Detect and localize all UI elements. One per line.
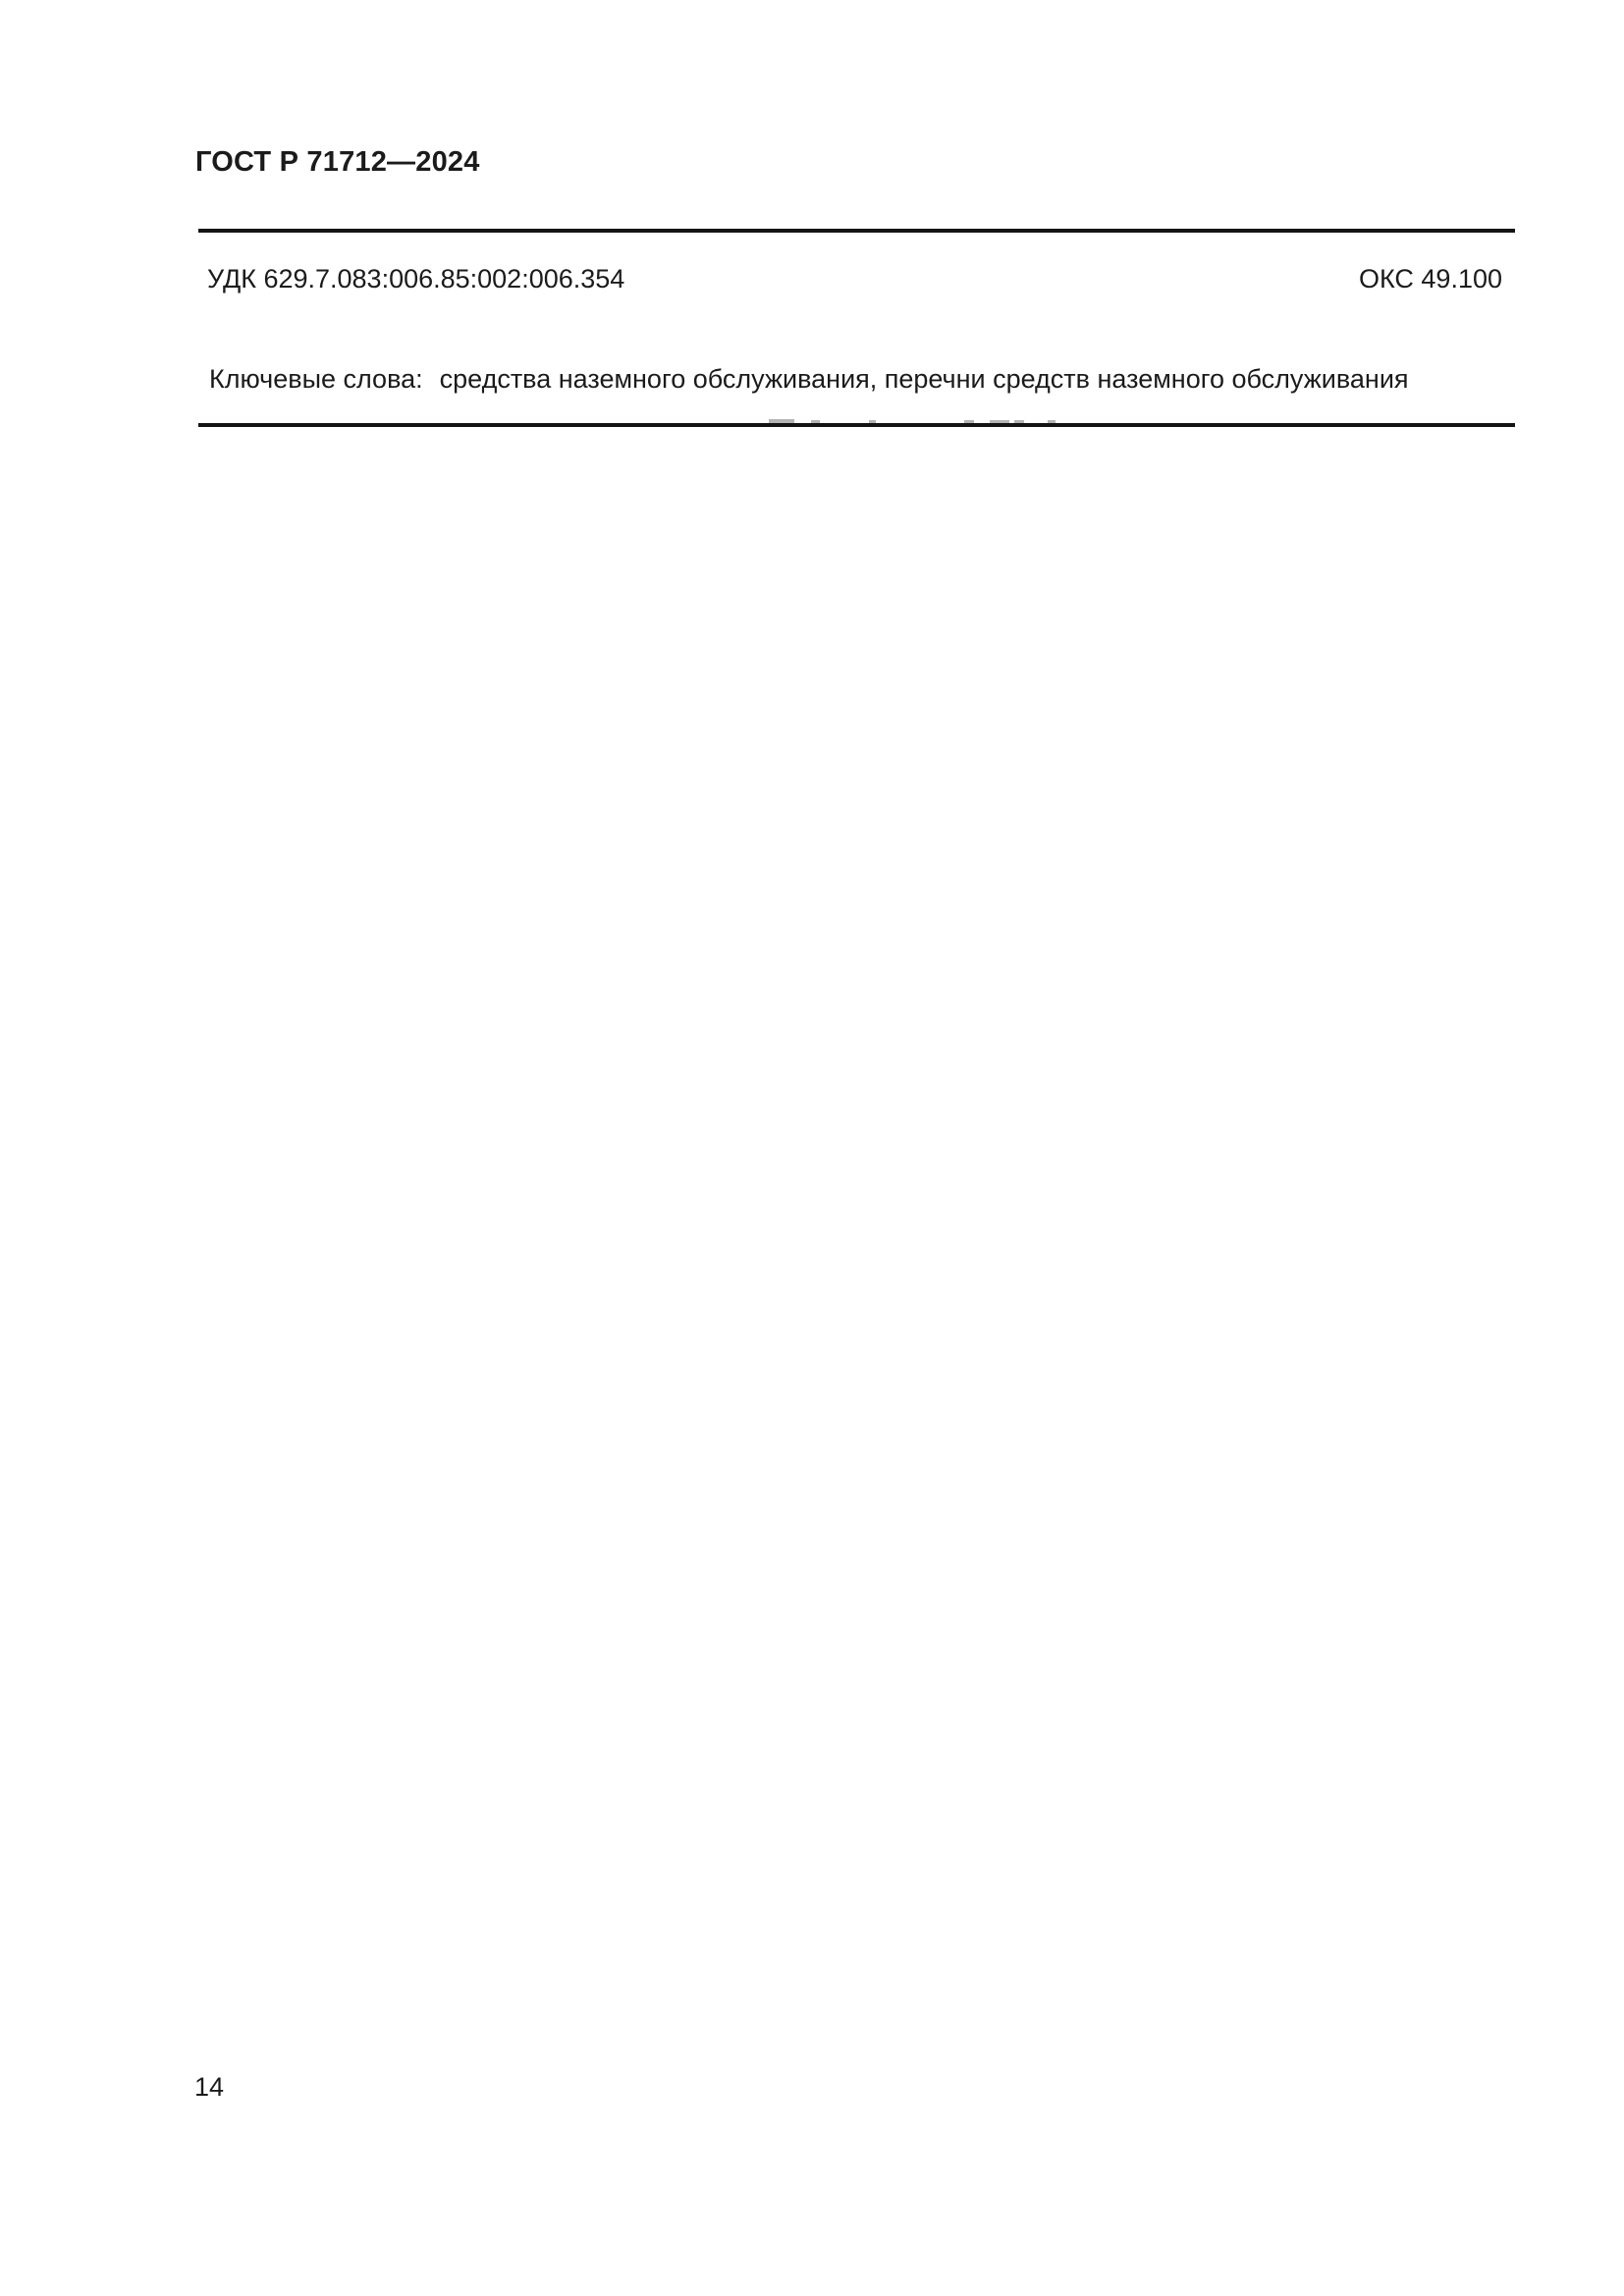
udk-code: УДК 629.7.083:006.85:002:006.354 bbox=[207, 264, 625, 294]
keywords-label: Ключевые слова: bbox=[209, 364, 423, 394]
keywords-text: средства наземного обслуживания, перечни средств наземного обслуживания bbox=[439, 364, 1409, 394]
keywords-line bbox=[209, 363, 1515, 395]
classification-row bbox=[207, 263, 1502, 294]
horizontal-rule-top bbox=[198, 229, 1515, 233]
oks-code: ОКС 49.100 bbox=[1358, 264, 1502, 294]
document-header-title: ГОСТ Р 71712—2024 bbox=[195, 146, 480, 178]
page-number: 14 bbox=[194, 2072, 225, 2102]
horizontal-rule-bottom bbox=[198, 423, 1515, 427]
